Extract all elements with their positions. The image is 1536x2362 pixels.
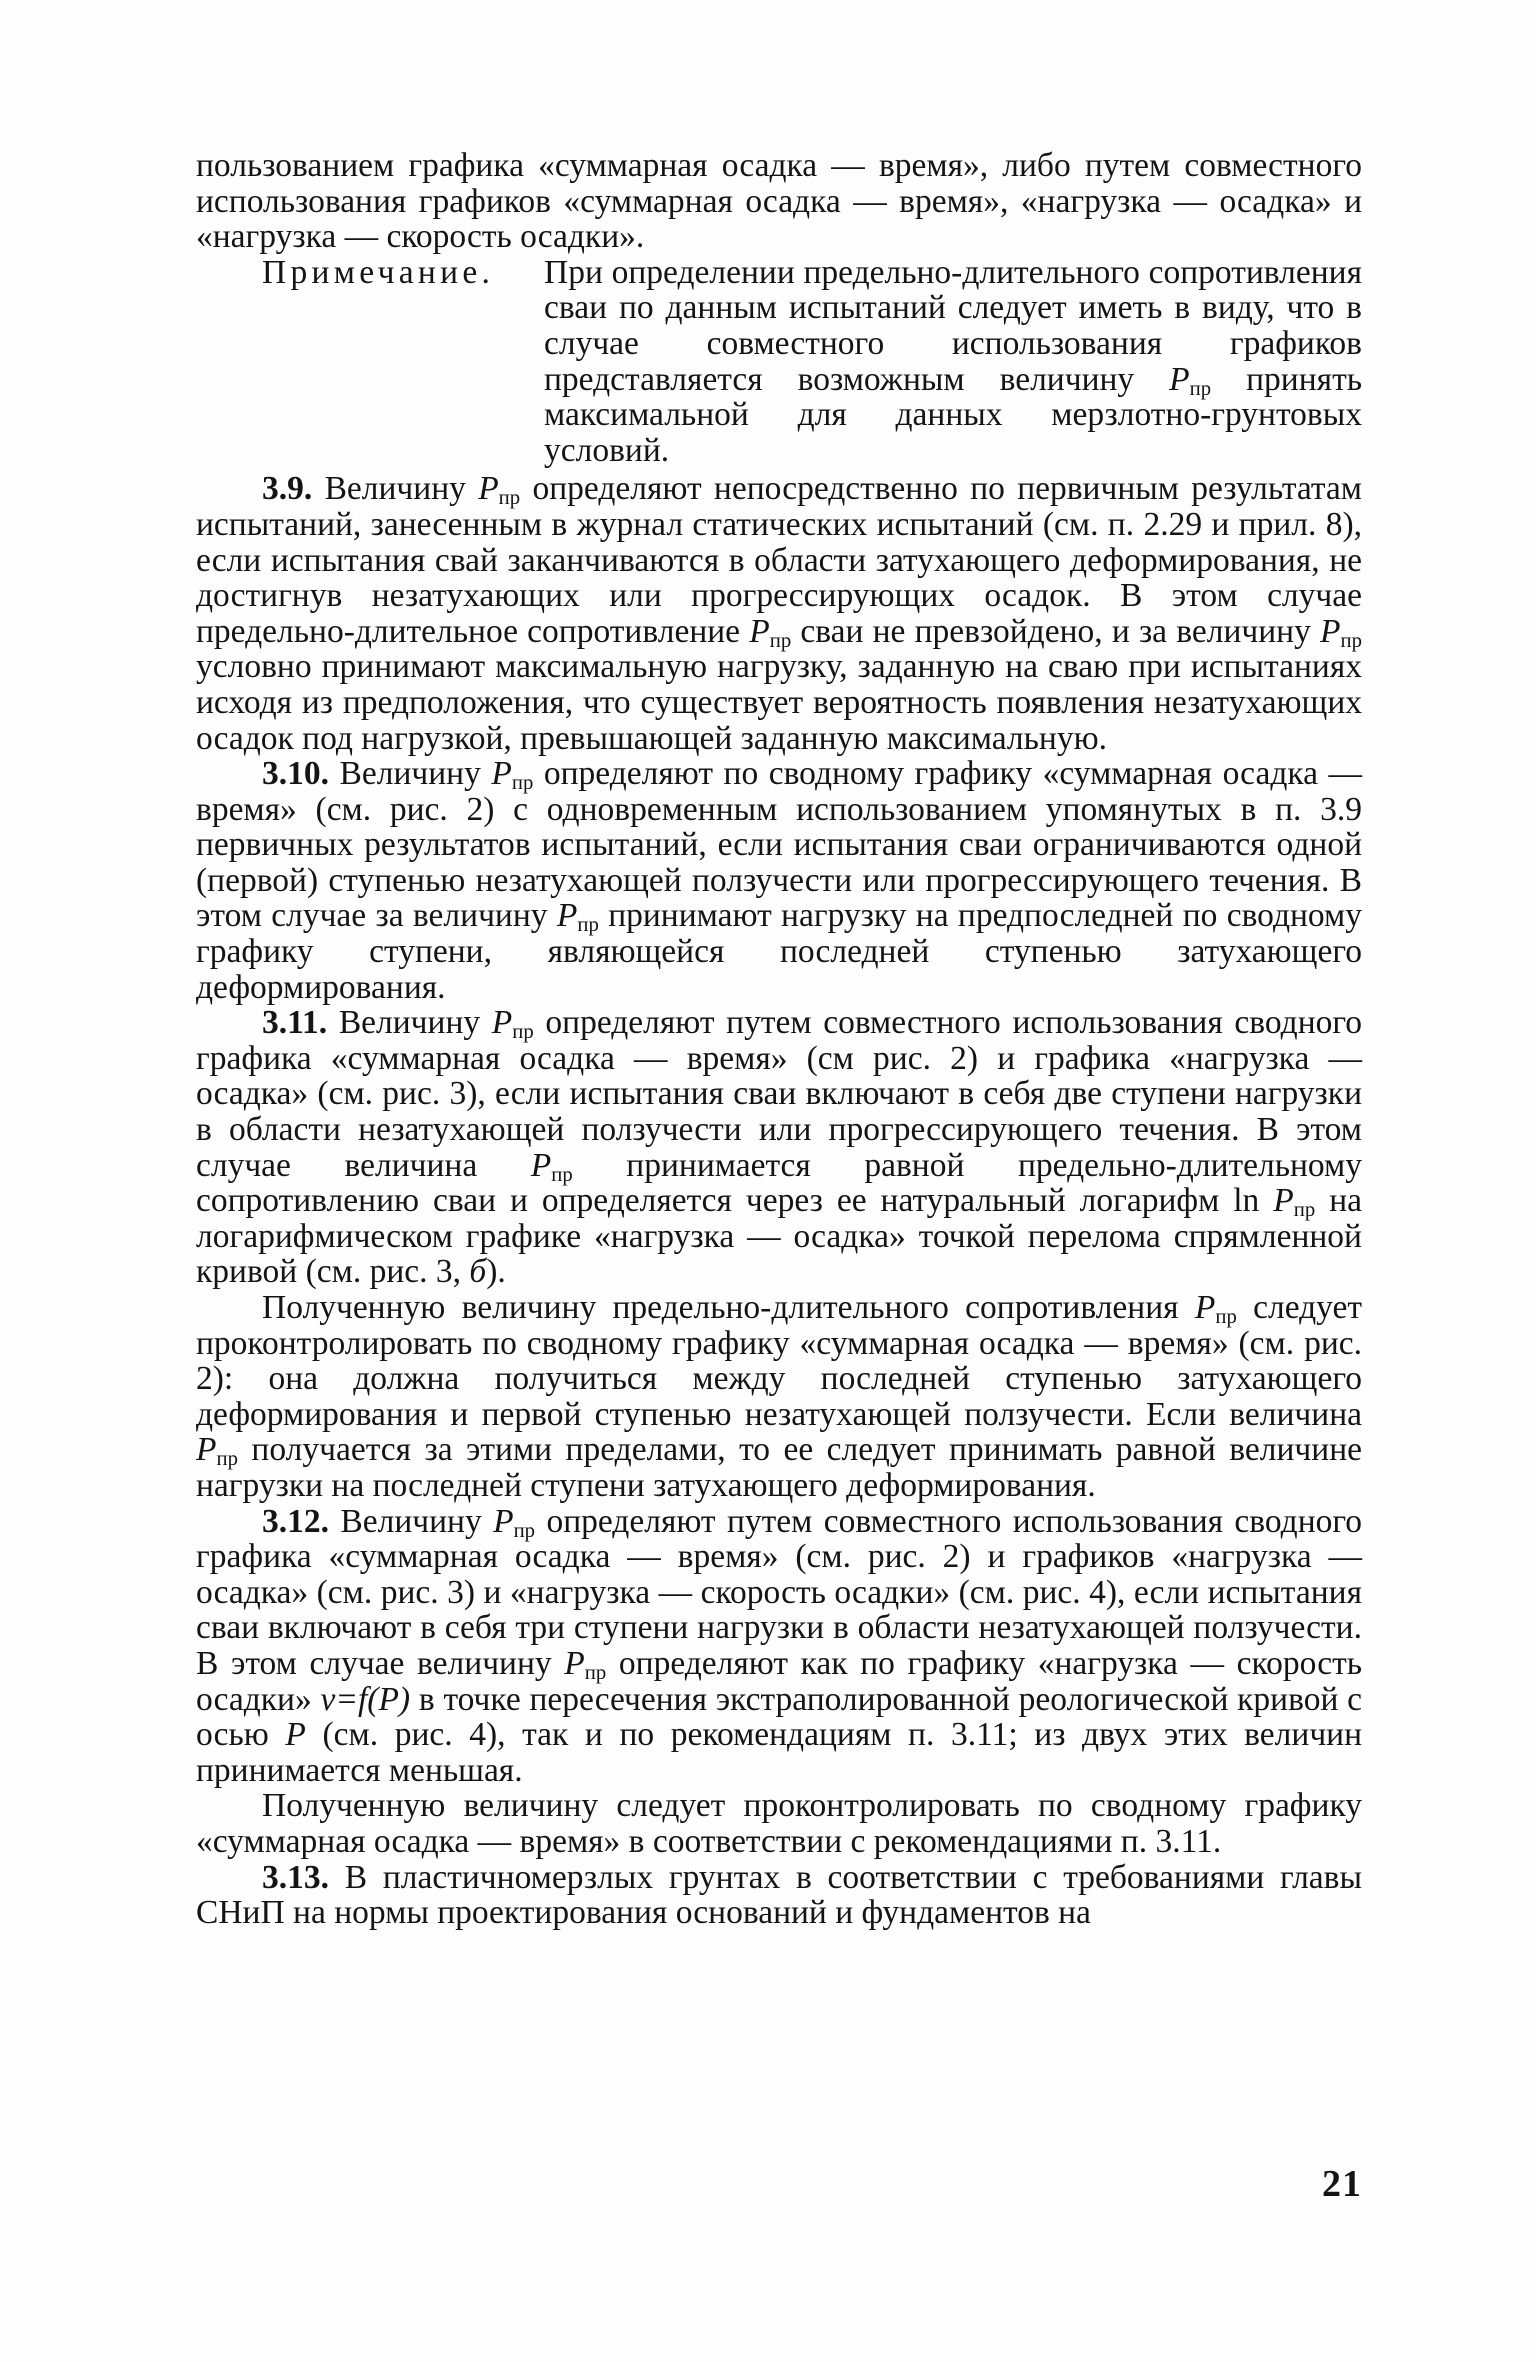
symbol-p-pr: $P_{пр}$ — [1320, 612, 1362, 652]
clause-number: 3.9. — [262, 470, 313, 508]
clause-number: 3.10. — [262, 755, 329, 793]
figure-ref-b: б — [469, 1253, 487, 1291]
note-label: Примечание. — [262, 253, 495, 291]
symbol-p-pr: $P_{пр}$ — [1194, 1289, 1237, 1329]
symbol-p-pr: $P_{пр}$ — [1273, 1182, 1316, 1222]
clause-number: 3.13. — [262, 1858, 329, 1896]
symbol-p-pr: $P_{пр}$ — [556, 897, 599, 937]
page-number: 21 — [1322, 2163, 1362, 2205]
symbol-p-pr: $P_{пр}$ — [196, 1431, 238, 1471]
intro-paragraph — [196, 148, 1362, 255]
clause-3-12: 3.12. Величину $P_{пр}$ определяют путем совместного использования сводного графика «суммарная осадка — время» (см. рис. 2) и графиков «нагрузка — осадка» (см. рис. 3) и «нагрузка — скорость осадки» (см. рис. 4), если испытания сваи включают в себя три ступени нагрузки в области незатухающей ползучести. В этом случае величину $P_{пр}$ определяют как по графику «нагрузка — скорость осадки» v=f(P) в точке пересечения экстраполированной реологической кривой с осью P (см. рис. 4), так и по рекомендациям п. 3.11; из двух этих величин принимается меньшая. — [196, 1502, 1363, 1789]
symbol-p-pr: $P_{пр}$ — [491, 1004, 534, 1044]
symbol-p-pr: $P_{пр}$ — [564, 1644, 607, 1685]
symbol-p-pr: $P_{пр}$ — [1169, 360, 1212, 400]
check-paragraph-1: Полученную величину предельно-длительного сопротивления $P_{пр}$ следует проконтролировать по сводному графику «суммарная осадка — время» (см. рис. 2): она должна получиться между последней ступенью затухающего деформирования и первой ступенью незатухающей ползучести. Если величина $P_{пр}$ получается за этими пределами, то ее следует принимать равной величине нагрузки на последней ступени затухающего деформирования. — [196, 1289, 1363, 1504]
note-block — [262, 255, 1362, 469]
clause-3-11: 3.11. Величину $P_{пр}$ определяют путем совместного использования сводного графика «суммарная осадка — время» (см рис. 2) и графика «нагрузка — осадка» (см. рис. 3), если испытания сваи включают в себя две ступени нагрузки в области незатухающей ползучести или прогрессирующего течения. В этом случае величина $P_{пр}$ принимается равной предельно-длительному сопротивлению сваи и определяется через ее натуральный логарифм $\ln P_{пр}$ на логарифмическом графике «нагрузка — осадка» точкой перелома спрямленной кривой (см. рис. 3, б). — [196, 1004, 1363, 1291]
clause-3-9: 3.9. Величину $P_{пр}$ определяют непосредственно по первичным результатам испытаний, занесенным в журнал статических испытаний (см. п. 2.29 и прил. 8), если испытания свай заканчиваются в области затухающего деформирования, не достигнув незатухающих или прогрессирующих осадок. В этом случае предельно-длительное сопротивление $P_{пр}$ сваи не превзойдено, и за величину $P_{пр}$ условно принимают максимальную нагрузку, заданную на сваю при испытаниях исходя из предположения, что существует вероятность появления незатухающих осадок под нагрузкой, превышающей заданную максимальную. — [196, 470, 1362, 757]
check-paragraph-2: Полученную величину следует проконтролировать по сводному графику «суммарная осадка — время» в соответствии с рекомендациями п. 3.11. — [196, 1787, 1362, 1860]
symbol-p-pr: $P_{пр}$ — [530, 1146, 573, 1186]
formula-v-f-p: v=f(P) — [320, 1680, 411, 1718]
clause-3-13: 3.13. В пластичномерзлых грунтах в соответствии с требованиями главы СНиП на нормы проектирования оснований и фундаментов на — [196, 1858, 1362, 1932]
symbol-p-pr: $P_{пр}$ — [478, 470, 521, 510]
symbol-p-pr: $P_{пр}$ — [749, 612, 792, 652]
axis-symbol-p: P — [285, 1716, 306, 1754]
symbol-p-pr: $P_{пр}$ — [491, 755, 534, 795]
intro-text: пользованием графика «суммарная осадка — время», либо путем совместного использования графиков «суммарная осадка — время», «нагрузка — осадка» и «нагрузка — скорость осадки». — [196, 147, 1362, 256]
text-column — [196, 148, 1362, 1931]
clause-number: 3.12. — [262, 1502, 329, 1540]
symbol-p-pr: $P_{пр}$ — [493, 1502, 536, 1542]
note-text: При определении предельно-длительного сопротивления сваи по данным испытаний следует иметь в виду, что в случае совместного использования графиков представляется возможным величину $P_{пр}$ принять максимальной для данных мерзлотно-грунтовых условий. — [544, 253, 1362, 469]
clause-number: 3.11. — [262, 1004, 328, 1042]
clause-3-10: 3.10. Величину $P_{пр}$ определяют по сводному графику «суммарная осадка — время» (см. рис. 2) с одновременным использованием упомянутых в п. 3.9 первичных результатов испытаний, если испытания сваи ограничиваются одной (первой) ступенью незатухающей ползучести или прогрессирующего течения. В этом случае за величину $P_{пр}$ принимают нагрузку на предпоследней по сводному графику ступени, являющейся последней ступенью затухающего деформирования. — [196, 755, 1363, 1006]
